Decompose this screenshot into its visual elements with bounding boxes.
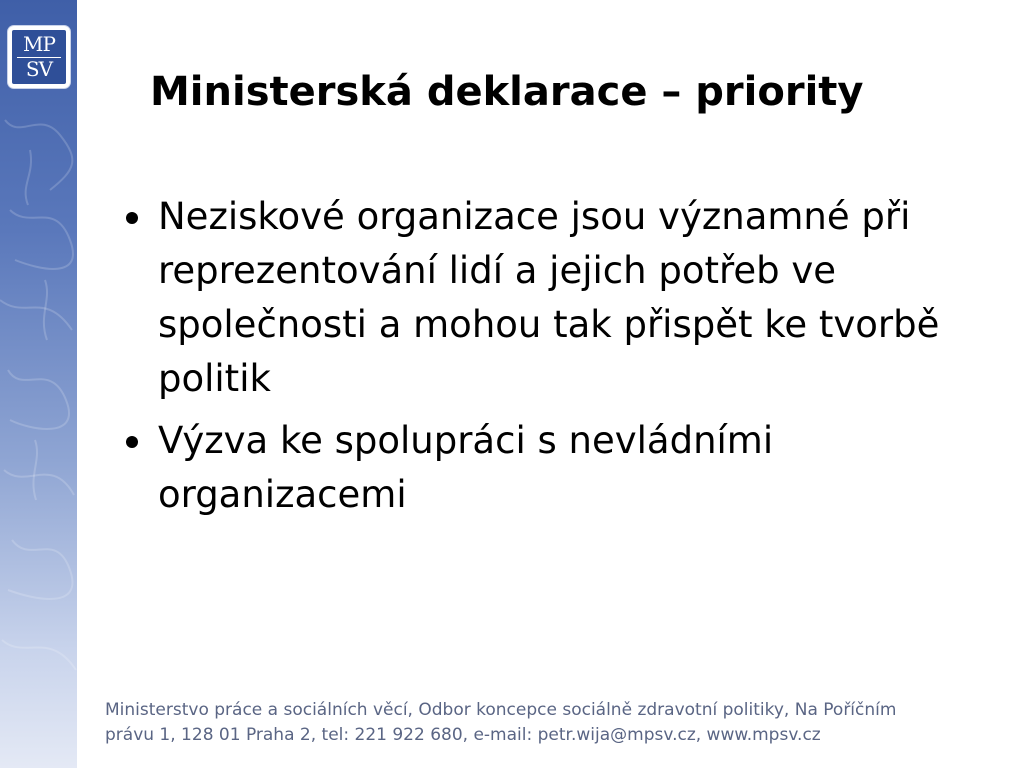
bullet-text: Neziskové organizace jsou významné při reprezentování lidí a jejich potřeb ve společnosti a mohou tak přispět ke tvorbě politik: [158, 195, 940, 400]
bullet-list: [122, 190, 1012, 530]
sidebar-pattern: [0, 0, 77, 768]
bullet-marker: [126, 436, 138, 448]
bullet-text: Výzva ke spolupráci s nevládními organizacemi: [158, 419, 774, 516]
footer-line-2: právu 1, 128 01 Praha 2, tel: 221 922 680, e-mail: petr.wija@mpsv.cz, www.mpsv.cz: [105, 725, 821, 745]
bullet-item: [122, 414, 1012, 522]
footer-line-1: Ministerstvo práce a sociálních věcí, Odbor koncepce sociálně zdravotní politiky, Na Poříčním: [105, 700, 897, 720]
bullet-marker: [126, 212, 138, 224]
mpsv-logo-emblem: [12, 30, 66, 84]
logo-text-line2: SV: [25, 57, 53, 81]
bullet-item: [122, 190, 1012, 406]
slide-title: Ministerská deklarace – priority: [150, 69, 864, 115]
decorative-sidebar: [0, 0, 77, 768]
logo-text-line1: MP: [23, 32, 55, 56]
slide-footer: [105, 698, 985, 748]
mpsv-logo: [8, 26, 70, 88]
